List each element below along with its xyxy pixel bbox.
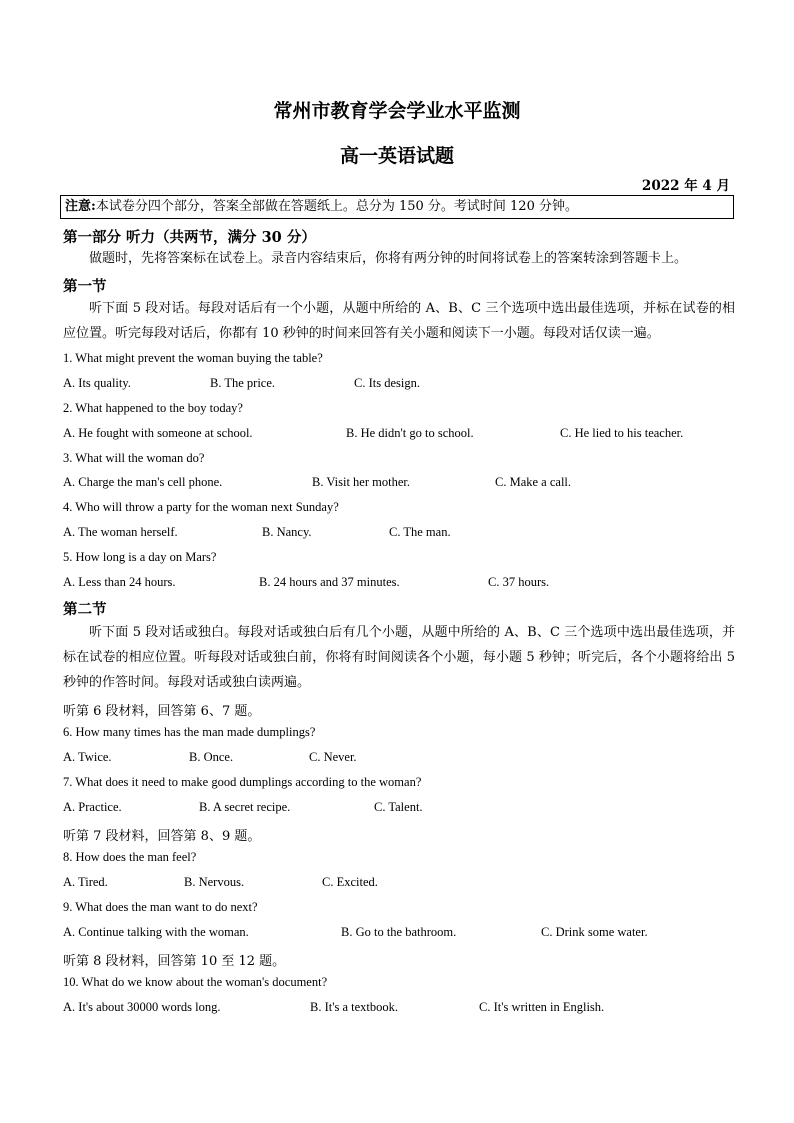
q8-option-b: B. Nervous. [184,875,245,889]
notice-text: 本试卷分四个部分，答案全部做在答题纸上。总分为 150 分。考试时间 120 分钟。 [95,199,578,214]
q6-option-c: C. Never. [309,750,357,764]
question-9: 9. What does the man want to do next? [63,900,258,914]
section2-instructions: 听下面 5 段对话或独白。每段对话或独白后有几个小题，从题中所给的 A、B、C 三个选项中选出最佳选项，并标在试卷的相应位置。听每段对话或独白前，你将有时间阅读各个小题，每小题 5 秒钟；听完后，各个小题将给出 5 秒钟的作答时间。每段对话或独白读两遍。 [63,625,735,690]
section1-heading: 第一节 [63,278,107,295]
q4-option-b: B. Nancy. [262,525,312,539]
q3-option-b: B. Visit her mother. [312,475,410,489]
q9-option-b: B. Go to the bathroom. [341,925,457,939]
q4-option-a: A. The woman herself. [63,525,178,539]
q5-option-c: C. 37 hours. [488,575,550,589]
q10-option-a: A. It's about 30000 words long. [63,1000,221,1014]
q2-option-c: C. He lied to his teacher. [560,426,684,440]
question-7: 7. What does it need to make good dumplings according to the woman? [63,775,422,789]
q6-option-a: A. Twice. [63,750,112,764]
question-5: 5. How long is a day on Mars? [63,550,217,564]
question-1: 1. What might prevent the woman buying the table? [63,351,323,365]
exam-title: 常州市教育学会学业水平监测 [273,100,521,122]
question-3: 3. What will the woman do? [63,451,205,465]
q8-option-a: A. Tired. [63,875,108,889]
q1-option-b: B. The price. [210,376,276,390]
question-4: 4. Who will throw a party for the woman next Sunday? [63,500,339,514]
exam-subtitle: 高一英语试题 [339,145,454,167]
q2-option-b: B. He didn't go to school. [346,426,474,440]
section1-instructions: 听下面 5 段对话。每段对话后有一个小题，从题中所给的 A、B、C 三个选项中选出最佳选项，并标在试卷的相应位置。听完每段对话后，你都有 10 秒钟的时间来回答有关小题和阅读下一小题。每段对话仅读一遍。 [63,301,735,341]
part1-heading: 第一部分 听力（共两节，满分 30 分） [63,229,316,246]
q1-option-c: C. Its design. [354,376,420,390]
q1-option-a: A. Its quality. [63,376,131,390]
part1-intro: 做题时，先将答案标在试卷上。录音内容结束后，你将有两分钟的时间将试卷上的答案转涂到答题卡上。 [89,251,688,266]
q2-option-a: A. He fought with someone at school. [63,426,253,440]
q5-option-a: A. Less than 24 hours. [63,575,176,589]
q6-option-b: B. Once. [189,750,234,764]
q3-option-a: A. Charge the man's cell phone. [63,475,223,489]
q7-option-b: B. A secret recipe. [199,800,291,814]
notice-box [60,195,734,219]
exam-date: 2022 年 4 月 [641,178,730,194]
q3-option-c: C. Make a call. [495,475,572,489]
q10-option-b: B. It's a textbook. [310,1000,399,1014]
material-note-8: 听第 8 段材料，回答第 10 至 12 题。 [63,954,286,969]
section2-heading: 第二节 [63,601,107,618]
question-8: 8. How does the man feel? [63,850,197,864]
q4-option-c: C. The man. [389,525,451,539]
notice-label: 注意: [65,199,96,214]
q10-option-c: C. It's written in English. [479,1000,605,1014]
q7-option-a: A. Practice. [63,800,122,814]
question-10: 10. What do we know about the woman's document? [63,975,328,989]
material-note-6: 听第 6 段材料，回答第 6、7 题。 [63,704,261,719]
question-6: 6. How many times has the man made dumplings? [63,725,316,739]
q7-option-c: C. Talent. [374,800,423,814]
q8-option-c: C. Excited. [322,875,378,889]
q5-option-b: B. 24 hours and 37 minutes. [259,575,400,589]
material-note-7: 听第 7 段材料，回答第 8、9 题。 [63,829,261,844]
q9-option-a: A. Continue talking with the woman. [63,925,249,939]
question-2: 2. What happened to the boy today? [63,401,243,415]
q9-option-c: C. Drink some water. [541,925,648,939]
